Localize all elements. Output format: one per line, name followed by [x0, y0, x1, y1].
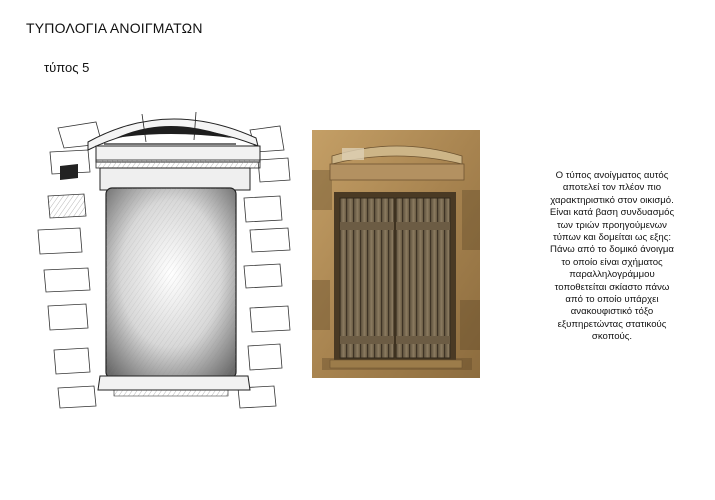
description-line: των τριών προηγούμενων	[557, 219, 667, 231]
page-title: ΤΥΠΟΛΟΓΙΑ ΑΝΟΙΓΜΑΤΩΝ	[26, 20, 203, 36]
description-line: από το οποίο υπάρχει	[565, 294, 659, 306]
description-line: ανακουφιστικό τόξο	[570, 306, 654, 318]
relieving-arch	[88, 112, 258, 150]
description-line: παραλληλογράμμου	[569, 269, 655, 281]
window-sill	[98, 376, 250, 390]
description-line: Πάνω από το δομικό άνοιγμα	[550, 244, 674, 256]
description-line: τύπων και δομείται ως εξης:	[552, 232, 672, 244]
description-text	[512, 170, 712, 344]
window-frame	[100, 168, 250, 190]
description-line: Ο τύπος ανοίγματος αυτός	[555, 170, 669, 181]
description-line: το οποίο είναι σχήματος	[561, 256, 663, 268]
description-line: Είναι κατά βαση συνδυασμός	[549, 207, 675, 219]
description-line: αποτελεί τον πλέον πιο	[562, 182, 662, 194]
opening-sketch	[18, 100, 303, 425]
page-subtitle: τύπος 5	[44, 60, 90, 75]
opening-photo	[312, 130, 480, 378]
description-line: χαρακτηριστικό στον οικισμό.	[550, 194, 674, 206]
description-line: εξυπηρετώντας στατικούς	[557, 318, 667, 330]
description-line: τοποθετείται σκίαστο πάνω	[554, 281, 670, 293]
description-line: σκοπούς.	[591, 331, 633, 343]
